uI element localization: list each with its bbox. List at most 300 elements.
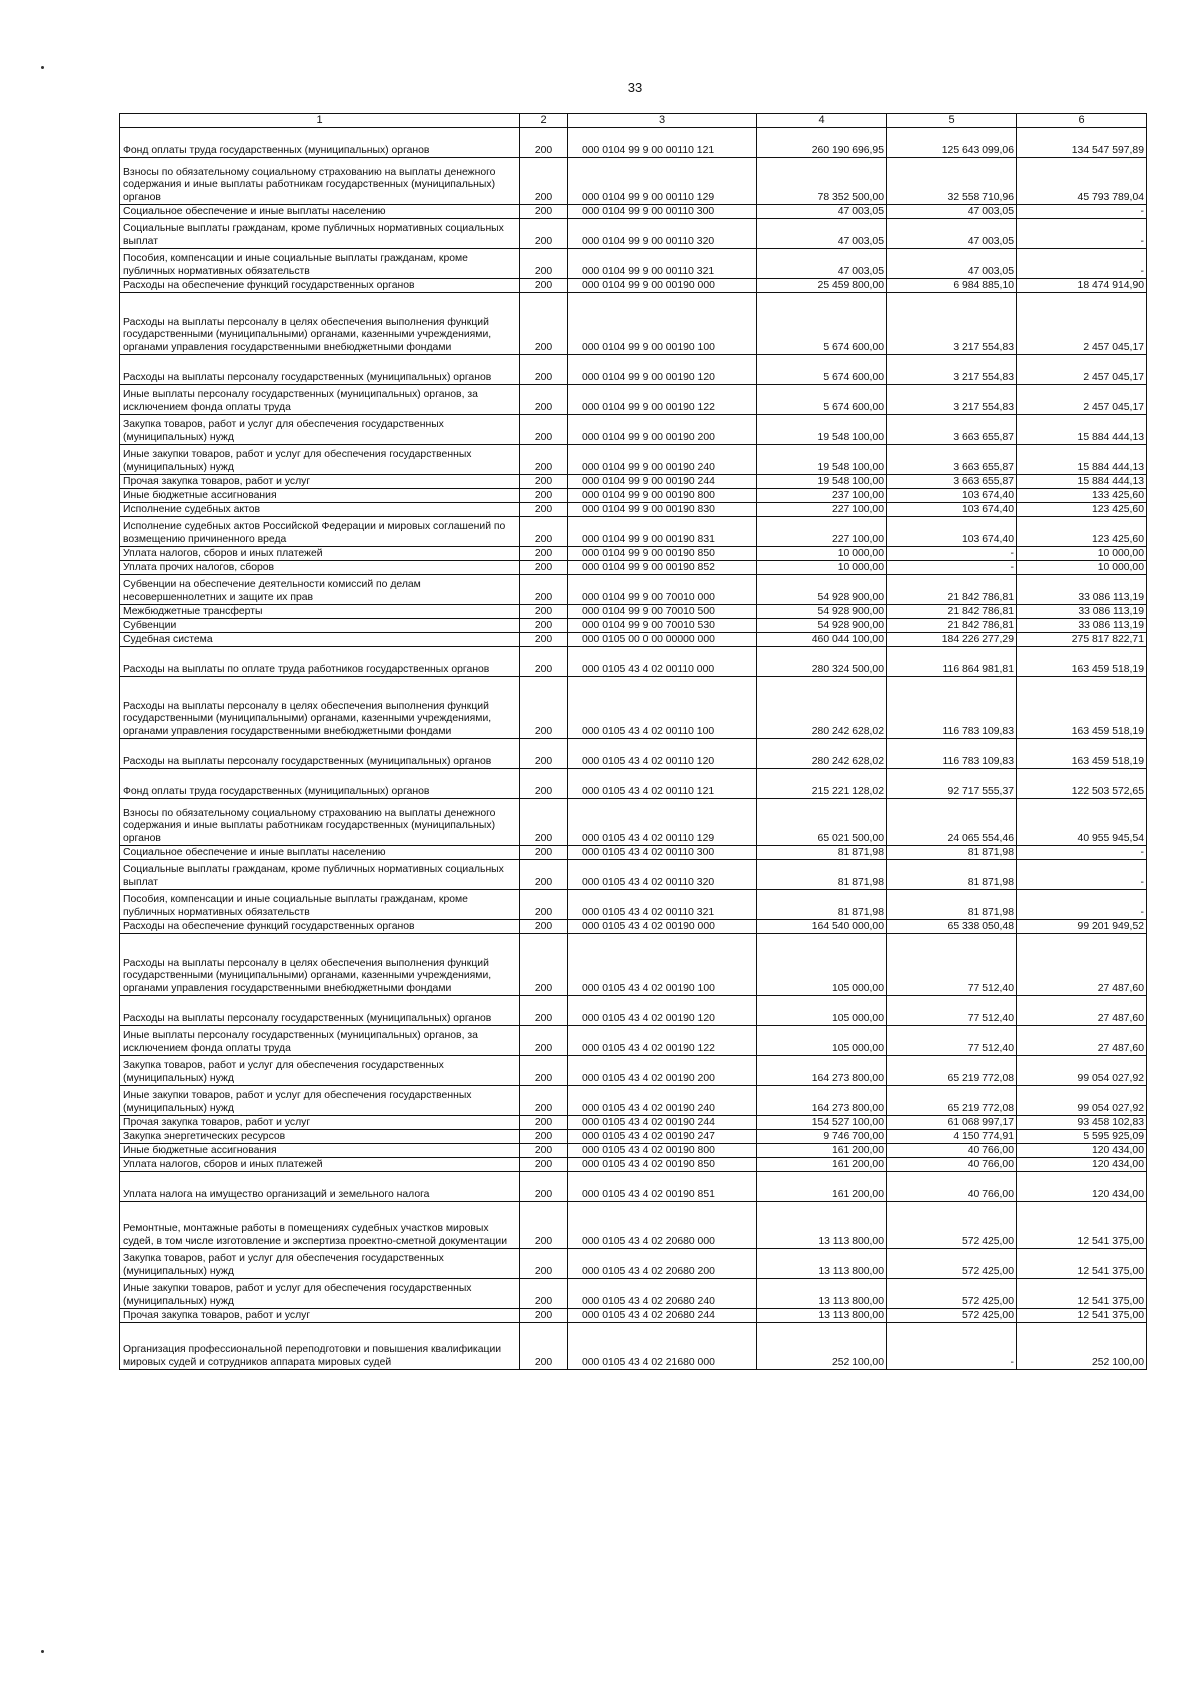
row-classification: 000 0104 99 9 00 00110 320 <box>568 219 757 249</box>
row-value-col5: 103 674,40 <box>887 489 1017 503</box>
row-classification: 000 0105 43 4 02 00190 800 <box>568 1144 757 1158</box>
row-value-col4: 47 003,05 <box>757 219 887 249</box>
table-row <box>120 1309 1147 1323</box>
header-col-2: 2 <box>520 114 568 128</box>
row-classification: 000 0104 99 9 00 00190 244 <box>568 475 757 489</box>
table-row <box>120 475 1147 489</box>
row-value-col6: 123 425,60 <box>1017 503 1147 517</box>
row-code: 200 <box>520 846 568 860</box>
row-classification: 000 0104 99 9 00 00110 300 <box>568 205 757 219</box>
row-value-col4: 47 003,05 <box>757 249 887 279</box>
row-name: Социальное обеспечение и иные выплаты населению <box>120 205 520 219</box>
row-value-col5: 4 150 774,91 <box>887 1130 1017 1144</box>
row-value-col4: 164 273 800,00 <box>757 1086 887 1116</box>
row-value-col5: 40 766,00 <box>887 1158 1017 1172</box>
row-classification: 000 0105 43 4 02 00110 120 <box>568 739 757 769</box>
row-code: 200 <box>520 561 568 575</box>
row-value-col5: 3 217 554,83 <box>887 355 1017 385</box>
row-name: Иные закупки товаров, работ и услуг для обеспечения государственных (муниципальных) нужд <box>120 445 520 475</box>
row-code: 200 <box>520 1144 568 1158</box>
row-value-col4: 161 200,00 <box>757 1172 887 1202</box>
row-value-col6: 163 459 518,19 <box>1017 739 1147 769</box>
scan-speck <box>41 1650 44 1653</box>
row-code: 200 <box>520 1130 568 1144</box>
row-name: Иные бюджетные ассигнования <box>120 489 520 503</box>
table-row <box>120 1249 1147 1279</box>
table-row <box>120 677 1147 739</box>
header-col-5: 5 <box>887 114 1017 128</box>
row-name: Социальные выплаты гражданам, кроме публичных нормативных социальных выплат <box>120 860 520 890</box>
row-value-col6: 275 817 822,71 <box>1017 633 1147 647</box>
row-classification: 000 0104 99 9 00 70010 000 <box>568 575 757 605</box>
row-code: 200 <box>520 355 568 385</box>
row-classification: 000 0104 99 9 00 00110 129 <box>568 158 757 205</box>
row-classification: 000 0105 43 4 02 21680 000 <box>568 1323 757 1370</box>
row-value-col4: 5 674 600,00 <box>757 293 887 355</box>
header-col-6: 6 <box>1017 114 1147 128</box>
row-value-col5: 65 219 772,08 <box>887 1056 1017 1086</box>
row-code: 200 <box>520 575 568 605</box>
row-value-col5: 65 338 050,48 <box>887 920 1017 934</box>
row-value-col6: 10 000,00 <box>1017 547 1147 561</box>
row-value-col6: 134 547 597,89 <box>1017 128 1147 158</box>
row-name: Расходы на обеспечение функций государственных органов <box>120 279 520 293</box>
row-name: Фонд оплаты труда государственных (муниципальных) органов <box>120 128 520 158</box>
table-row <box>120 633 1147 647</box>
row-name: Иные выплаты персоналу государственных (муниципальных) органов, за исключением фонда оплаты труда <box>120 1026 520 1056</box>
table-row <box>120 293 1147 355</box>
row-value-col6: 10 000,00 <box>1017 561 1147 575</box>
table-row <box>120 249 1147 279</box>
budget-table <box>119 113 1147 1370</box>
table-row <box>120 1279 1147 1309</box>
row-value-col5: 47 003,05 <box>887 205 1017 219</box>
row-value-col6: - <box>1017 860 1147 890</box>
table-row <box>120 934 1147 996</box>
row-value-col6: 99 201 949,52 <box>1017 920 1147 934</box>
row-value-col6: 2 457 045,17 <box>1017 385 1147 415</box>
row-classification: 000 0105 43 4 02 00190 122 <box>568 1026 757 1056</box>
row-value-col4: 47 003,05 <box>757 205 887 219</box>
row-classification: 000 0105 43 4 02 00110 300 <box>568 846 757 860</box>
header-col-4: 4 <box>757 114 887 128</box>
row-value-col5: 21 842 786,81 <box>887 619 1017 633</box>
row-value-col4: 460 044 100,00 <box>757 633 887 647</box>
row-value-col4: 5 674 600,00 <box>757 385 887 415</box>
row-classification: 000 0104 99 9 00 00190 850 <box>568 547 757 561</box>
row-code: 200 <box>520 1158 568 1172</box>
row-classification: 000 0104 99 9 00 00190 831 <box>568 517 757 547</box>
table-row <box>120 415 1147 445</box>
row-value-col6: 120 434,00 <box>1017 1158 1147 1172</box>
row-value-col4: 65 021 500,00 <box>757 799 887 846</box>
row-value-col5: 40 766,00 <box>887 1172 1017 1202</box>
table-row <box>120 647 1147 677</box>
row-name: Социальные выплаты гражданам, кроме публичных нормативных социальных выплат <box>120 219 520 249</box>
row-value-col5: 116 783 109,83 <box>887 677 1017 739</box>
row-name: Расходы на выплаты персоналу в целях обеспечения выполнения функций государственными (муниципальными) органами, казенными учреждениями, органами управления государственными внебюджетными фондами <box>120 293 520 355</box>
row-code: 200 <box>520 1249 568 1279</box>
table-row <box>120 860 1147 890</box>
row-value-col5: 24 065 554,46 <box>887 799 1017 846</box>
row-code: 200 <box>520 475 568 489</box>
row-code: 200 <box>520 677 568 739</box>
row-name: Взносы по обязательному социальному страхованию на выплаты денежного содержания и иные выплаты работникам государственных (муниципальных) органов <box>120 799 520 846</box>
row-code: 200 <box>520 205 568 219</box>
row-value-col4: 13 113 800,00 <box>757 1249 887 1279</box>
row-value-col6: 163 459 518,19 <box>1017 677 1147 739</box>
row-value-col5: 77 512,40 <box>887 934 1017 996</box>
row-value-col5: 3 663 655,87 <box>887 445 1017 475</box>
row-value-col5: 61 068 997,17 <box>887 1116 1017 1130</box>
table-row <box>120 1130 1147 1144</box>
row-classification: 000 0105 43 4 02 20680 240 <box>568 1279 757 1309</box>
table-row <box>120 1086 1147 1116</box>
row-value-col4: 154 527 100,00 <box>757 1116 887 1130</box>
row-name: Закупка товаров, работ и услуг для обеспечения государственных (муниципальных) нужд <box>120 415 520 445</box>
row-value-col5: 3 217 554,83 <box>887 385 1017 415</box>
table-row <box>120 561 1147 575</box>
row-value-col4: 161 200,00 <box>757 1158 887 1172</box>
row-classification: 000 0105 43 4 02 20680 200 <box>568 1249 757 1279</box>
table-row <box>120 385 1147 415</box>
row-value-col5: 65 219 772,08 <box>887 1086 1017 1116</box>
row-code: 200 <box>520 1323 568 1370</box>
row-value-col6: 99 054 027,92 <box>1017 1086 1147 1116</box>
row-value-col4: 164 540 000,00 <box>757 920 887 934</box>
row-code: 200 <box>520 769 568 799</box>
row-classification: 000 0105 43 4 02 00190 247 <box>568 1130 757 1144</box>
row-value-col6: - <box>1017 219 1147 249</box>
row-name: Исполнение судебных актов <box>120 503 520 517</box>
table-row <box>120 1056 1147 1086</box>
table-row <box>120 547 1147 561</box>
header-col-1: 1 <box>120 114 520 128</box>
row-code: 200 <box>520 547 568 561</box>
table-row <box>120 605 1147 619</box>
row-value-col6: 2 457 045,17 <box>1017 355 1147 385</box>
row-code: 200 <box>520 739 568 769</box>
row-value-col5: 125 643 099,06 <box>887 128 1017 158</box>
row-name: Расходы на выплаты персоналу государственных (муниципальных) органов <box>120 996 520 1026</box>
row-value-col6: 33 086 113,19 <box>1017 619 1147 633</box>
row-classification: 000 0104 99 9 00 00190 240 <box>568 445 757 475</box>
row-value-col6: 133 425,60 <box>1017 489 1147 503</box>
page-number: 33 <box>627 80 643 95</box>
row-value-col5: 3 663 655,87 <box>887 475 1017 489</box>
row-value-col6: 15 884 444,13 <box>1017 475 1147 489</box>
table-row <box>120 1158 1147 1172</box>
row-code: 200 <box>520 860 568 890</box>
row-value-col5: 92 717 555,37 <box>887 769 1017 799</box>
row-classification: 000 0105 43 4 02 00110 129 <box>568 799 757 846</box>
row-value-col6: 93 458 102,83 <box>1017 1116 1147 1130</box>
row-code: 200 <box>520 293 568 355</box>
row-value-col4: 252 100,00 <box>757 1323 887 1370</box>
row-value-col5: 81 871,98 <box>887 860 1017 890</box>
row-code: 200 <box>520 1086 568 1116</box>
row-code: 200 <box>520 249 568 279</box>
row-value-col5: - <box>887 547 1017 561</box>
row-value-col4: 10 000,00 <box>757 561 887 575</box>
row-classification: 000 0104 99 9 00 70010 500 <box>568 605 757 619</box>
row-value-col4: 164 273 800,00 <box>757 1056 887 1086</box>
row-classification: 000 0105 43 4 02 00190 240 <box>568 1086 757 1116</box>
table-row <box>120 619 1147 633</box>
row-code: 200 <box>520 920 568 934</box>
row-name: Расходы на выплаты персоналу в целях обеспечения выполнения функций государственными (муниципальными) органами, казенными учреждениями, органами управления государственными внебюджетными фондами <box>120 934 520 996</box>
row-value-col6: - <box>1017 205 1147 219</box>
row-classification: 000 0105 43 4 02 00110 321 <box>568 890 757 920</box>
row-value-col4: 54 928 900,00 <box>757 605 887 619</box>
row-value-col5: - <box>887 561 1017 575</box>
row-classification: 000 0104 99 9 00 00190 830 <box>568 503 757 517</box>
row-name: Закупка товаров, работ и услуг для обеспечения государственных (муниципальных) нужд <box>120 1249 520 1279</box>
row-value-col5: 32 558 710,96 <box>887 158 1017 205</box>
table-row <box>120 846 1147 860</box>
row-value-col5: 21 842 786,81 <box>887 575 1017 605</box>
row-value-col6: 12 541 375,00 <box>1017 1202 1147 1249</box>
row-value-col5: 103 674,40 <box>887 517 1017 547</box>
row-value-col6: 45 793 789,04 <box>1017 158 1147 205</box>
row-value-col4: 19 548 100,00 <box>757 445 887 475</box>
row-value-col6: 2 457 045,17 <box>1017 293 1147 355</box>
row-name: Закупка энергетических ресурсов <box>120 1130 520 1144</box>
row-value-col4: 161 200,00 <box>757 1144 887 1158</box>
row-name: Уплата налогов, сборов и иных платежей <box>120 547 520 561</box>
table-row <box>120 128 1147 158</box>
row-code: 200 <box>520 279 568 293</box>
table-row <box>120 355 1147 385</box>
row-value-col4: 215 221 128,02 <box>757 769 887 799</box>
row-classification: 000 0104 99 9 00 00190 120 <box>568 355 757 385</box>
row-value-col6: 120 434,00 <box>1017 1172 1147 1202</box>
table-row <box>120 517 1147 547</box>
row-value-col4: 81 871,98 <box>757 846 887 860</box>
row-value-col4: 227 100,00 <box>757 503 887 517</box>
table-row <box>120 996 1147 1026</box>
row-value-col6: 12 541 375,00 <box>1017 1249 1147 1279</box>
row-name: Ремонтные, монтажные работы в помещениях судебных участков мировых судей, в том числе изготовление и экспертиза проектно-сметной документации <box>120 1202 520 1249</box>
table-row <box>120 1202 1147 1249</box>
row-name: Субвенции <box>120 619 520 633</box>
row-classification: 000 0105 43 4 02 00110 000 <box>568 647 757 677</box>
row-value-col4: 78 352 500,00 <box>757 158 887 205</box>
row-code: 200 <box>520 445 568 475</box>
row-value-col4: 5 674 600,00 <box>757 355 887 385</box>
row-classification: 000 0105 43 4 02 00190 850 <box>568 1158 757 1172</box>
row-value-col5: 81 871,98 <box>887 890 1017 920</box>
row-code: 200 <box>520 633 568 647</box>
row-code: 200 <box>520 605 568 619</box>
row-value-col4: 13 113 800,00 <box>757 1202 887 1249</box>
table-row <box>120 445 1147 475</box>
row-value-col6: 33 086 113,19 <box>1017 605 1147 619</box>
row-value-col5: 77 512,40 <box>887 996 1017 1026</box>
row-name: Прочая закупка товаров, работ и услуг <box>120 1309 520 1323</box>
row-code: 200 <box>520 503 568 517</box>
row-name: Расходы на выплаты персоналу государственных (муниципальных) органов <box>120 739 520 769</box>
table-row <box>120 279 1147 293</box>
row-classification: 000 0104 99 9 00 70010 530 <box>568 619 757 633</box>
row-value-col4: 237 100,00 <box>757 489 887 503</box>
row-value-col5: 3 217 554,83 <box>887 293 1017 355</box>
row-value-col4: 19 548 100,00 <box>757 415 887 445</box>
row-classification: 000 0105 43 4 02 00190 200 <box>568 1056 757 1086</box>
row-name: Расходы на выплаты персоналу в целях обеспечения выполнения функций государственными (муниципальными) органами, казенными учреждениями, органами управления государственными внебюджетными фондами <box>120 677 520 739</box>
row-value-col6: 40 955 945,54 <box>1017 799 1147 846</box>
row-value-col5: 47 003,05 <box>887 219 1017 249</box>
row-value-col4: 105 000,00 <box>757 996 887 1026</box>
row-value-col5: 3 663 655,87 <box>887 415 1017 445</box>
table-row <box>120 219 1147 249</box>
row-value-col5: 116 783 109,83 <box>887 739 1017 769</box>
row-value-col4: 280 242 628,02 <box>757 677 887 739</box>
row-classification: 000 0105 43 4 02 00190 000 <box>568 920 757 934</box>
row-value-col4: 54 928 900,00 <box>757 575 887 605</box>
row-value-col6: - <box>1017 890 1147 920</box>
row-code: 200 <box>520 517 568 547</box>
table-row <box>120 158 1147 205</box>
row-value-col6: 120 434,00 <box>1017 1144 1147 1158</box>
row-value-col5: 21 842 786,81 <box>887 605 1017 619</box>
table-row <box>120 1172 1147 1202</box>
row-value-col6: 5 595 925,09 <box>1017 1130 1147 1144</box>
row-value-col5: 184 226 277,29 <box>887 633 1017 647</box>
row-classification: 000 0104 99 9 00 00190 000 <box>568 279 757 293</box>
row-value-col5: 572 425,00 <box>887 1309 1017 1323</box>
row-value-col4: 105 000,00 <box>757 934 887 996</box>
row-code: 200 <box>520 1309 568 1323</box>
row-name: Субвенции на обеспечение деятельности комиссий по делам несовершеннолетних и защите их прав <box>120 575 520 605</box>
row-classification: 000 0105 43 4 02 00110 320 <box>568 860 757 890</box>
row-code: 200 <box>520 1116 568 1130</box>
row-classification: 000 0105 43 4 02 00190 120 <box>568 996 757 1026</box>
row-code: 200 <box>520 1026 568 1056</box>
row-value-col4: 227 100,00 <box>757 517 887 547</box>
row-value-col6: 27 487,60 <box>1017 996 1147 1026</box>
row-code: 200 <box>520 1279 568 1309</box>
table-row <box>120 205 1147 219</box>
header-col-3: 3 <box>568 114 757 128</box>
table-row <box>120 890 1147 920</box>
table-row <box>120 575 1147 605</box>
row-value-col4: 13 113 800,00 <box>757 1279 887 1309</box>
row-value-col6: 27 487,60 <box>1017 1026 1147 1056</box>
row-value-col5: 572 425,00 <box>887 1279 1017 1309</box>
table-body <box>120 128 1147 1370</box>
row-value-col4: 25 459 800,00 <box>757 279 887 293</box>
row-classification: 000 0104 99 9 00 00190 200 <box>568 415 757 445</box>
row-value-col4: 280 324 500,00 <box>757 647 887 677</box>
row-classification: 000 0105 43 4 02 00110 100 <box>568 677 757 739</box>
row-code: 200 <box>520 799 568 846</box>
row-code: 200 <box>520 385 568 415</box>
row-classification: 000 0105 00 0 00 00000 000 <box>568 633 757 647</box>
row-name: Прочая закупка товаров, работ и услуг <box>120 475 520 489</box>
row-classification: 000 0105 43 4 02 00190 100 <box>568 934 757 996</box>
row-code: 200 <box>520 1056 568 1086</box>
row-value-col6: 122 503 572,65 <box>1017 769 1147 799</box>
table-row <box>120 920 1147 934</box>
row-name: Исполнение судебных актов Российской Федерации и мировых соглашений по возмещению причиненного вреда <box>120 517 520 547</box>
header-row <box>120 114 1147 128</box>
row-value-col5: 77 512,40 <box>887 1026 1017 1056</box>
budget-table-wrapper <box>119 113 1147 1370</box>
row-value-col6: 12 541 375,00 <box>1017 1279 1147 1309</box>
row-classification: 000 0104 99 9 00 00190 122 <box>568 385 757 415</box>
row-classification: 000 0104 99 9 00 00190 100 <box>568 293 757 355</box>
row-name: Закупка товаров, работ и услуг для обеспечения государственных (муниципальных) нужд <box>120 1056 520 1086</box>
row-code: 200 <box>520 934 568 996</box>
row-value-col6: 252 100,00 <box>1017 1323 1147 1370</box>
row-value-col5: 81 871,98 <box>887 846 1017 860</box>
row-value-col5: 572 425,00 <box>887 1202 1017 1249</box>
row-code: 200 <box>520 158 568 205</box>
row-name: Межбюджетные трансферты <box>120 605 520 619</box>
row-value-col5: 47 003,05 <box>887 249 1017 279</box>
row-value-col6: 18 474 914,90 <box>1017 279 1147 293</box>
row-name: Расходы на выплаты персоналу государственных (муниципальных) органов <box>120 355 520 385</box>
row-code: 200 <box>520 1202 568 1249</box>
row-value-col6: 99 054 027,92 <box>1017 1056 1147 1086</box>
row-value-col4: 9 746 700,00 <box>757 1130 887 1144</box>
row-code: 200 <box>520 647 568 677</box>
row-code: 200 <box>520 219 568 249</box>
row-value-col6: 163 459 518,19 <box>1017 647 1147 677</box>
row-name: Судебная система <box>120 633 520 647</box>
row-name: Фонд оплаты труда государственных (муниципальных) органов <box>120 769 520 799</box>
row-value-col5: - <box>887 1323 1017 1370</box>
row-value-col4: 81 871,98 <box>757 890 887 920</box>
row-value-col6: 15 884 444,13 <box>1017 415 1147 445</box>
table-row <box>120 769 1147 799</box>
row-name: Пособия, компенсации и иные социальные выплаты гражданам, кроме публичных нормативных обязательств <box>120 890 520 920</box>
row-value-col5: 103 674,40 <box>887 503 1017 517</box>
row-value-col6: 15 884 444,13 <box>1017 445 1147 475</box>
row-name: Взносы по обязательному социальному страхованию на выплаты денежного содержания и иные выплаты работникам государственных (муниципальных) органов <box>120 158 520 205</box>
row-name: Иные закупки товаров, работ и услуг для обеспечения государственных (муниципальных) нужд <box>120 1279 520 1309</box>
row-name: Иные выплаты персоналу государственных (муниципальных) органов, за исключением фонда оплаты труда <box>120 385 520 415</box>
scan-speck <box>41 66 44 69</box>
row-classification: 000 0105 43 4 02 00190 244 <box>568 1116 757 1130</box>
row-value-col4: 105 000,00 <box>757 1026 887 1056</box>
row-classification: 000 0104 99 9 00 00110 321 <box>568 249 757 279</box>
row-code: 200 <box>520 128 568 158</box>
row-value-col4: 54 928 900,00 <box>757 619 887 633</box>
row-code: 200 <box>520 489 568 503</box>
row-value-col6: 12 541 375,00 <box>1017 1309 1147 1323</box>
row-name: Социальное обеспечение и иные выплаты населению <box>120 846 520 860</box>
table-row <box>120 489 1147 503</box>
row-classification: 000 0105 43 4 02 00110 121 <box>568 769 757 799</box>
row-name: Пособия, компенсации и иные социальные выплаты гражданам, кроме публичных нормативных обязательств <box>120 249 520 279</box>
row-value-col6: - <box>1017 846 1147 860</box>
table-row <box>120 503 1147 517</box>
row-classification: 000 0104 99 9 00 00190 852 <box>568 561 757 575</box>
table-row <box>120 1323 1147 1370</box>
row-value-col6: 33 086 113,19 <box>1017 575 1147 605</box>
row-value-col6: - <box>1017 249 1147 279</box>
row-classification: 000 0105 43 4 02 20680 000 <box>568 1202 757 1249</box>
table-row <box>120 799 1147 846</box>
row-value-col5: 6 984 885,10 <box>887 279 1017 293</box>
row-name: Иные закупки товаров, работ и услуг для обеспечения государственных (муниципальных) нужд <box>120 1086 520 1116</box>
table-row <box>120 1144 1147 1158</box>
table-row <box>120 1116 1147 1130</box>
row-classification: 000 0105 43 4 02 00190 851 <box>568 1172 757 1202</box>
row-value-col4: 19 548 100,00 <box>757 475 887 489</box>
